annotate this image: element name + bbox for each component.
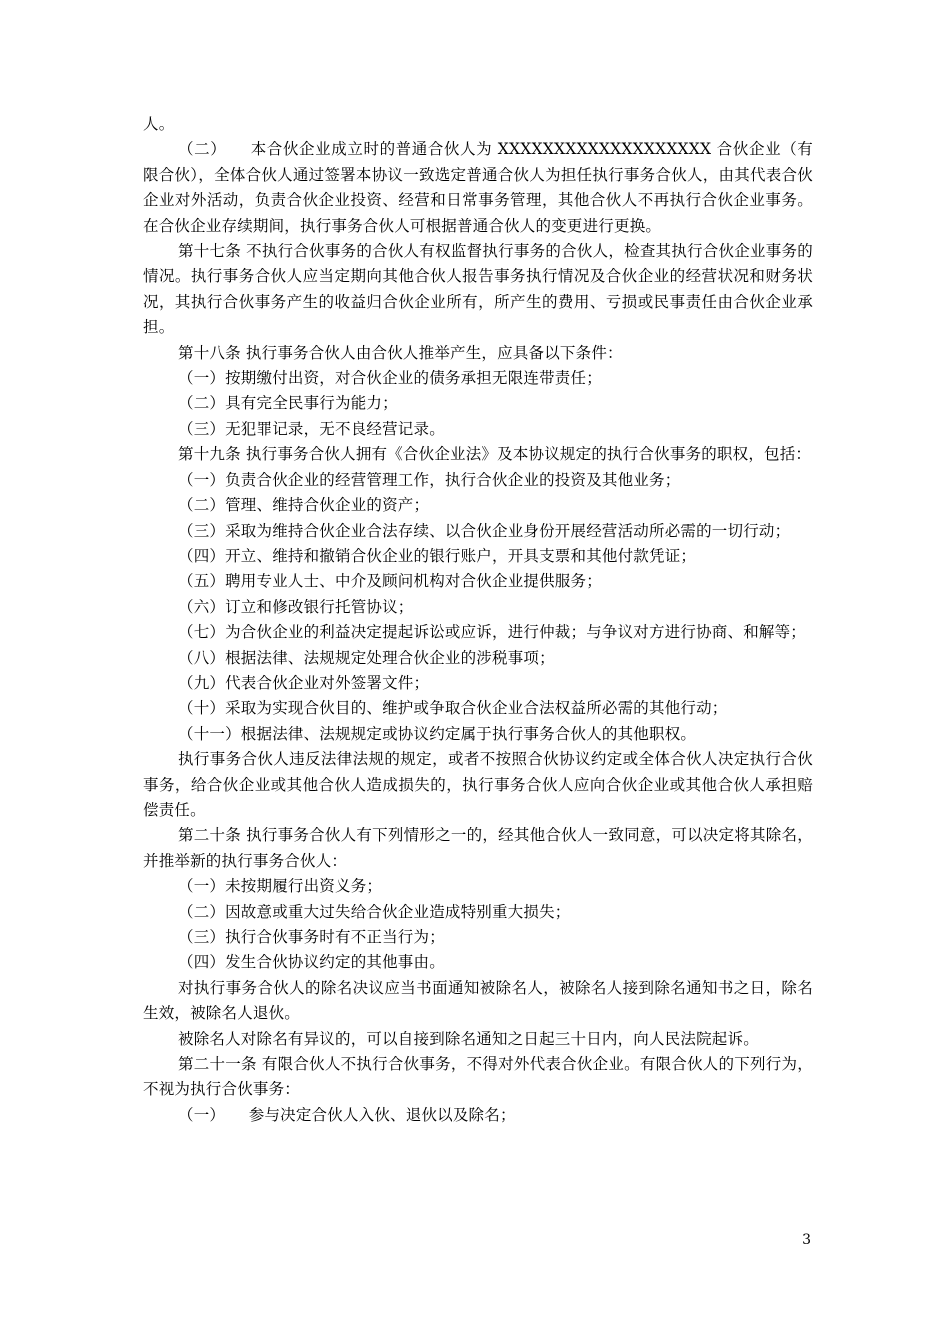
article-21-item-1: （一） 参与决定合伙人入伙、退伙以及除名； (178, 1105, 516, 1124)
article-19-item-1: （一）负责合伙企业的经营管理工作，执行合伙企业的投资及其他业务； (178, 470, 681, 489)
document-body (143, 112, 813, 1128)
paragraph-removal-notice: 对执行事务合伙人的除名决议应当书面通知被除名人，被除名人接到除名通知书之日，除名生效，被除名人退伙。 (143, 978, 813, 1023)
article-19-item-10: （十）采取为实现合伙目的、维护或争取合伙企业合法权益所必需的其他行动； (178, 699, 728, 718)
article-19-item-4: （四）开立、维持和撤销合伙企业的银行账户，开具支票和其他付款凭证； (178, 546, 697, 565)
article-18-item-2: （二）具有完全民事行为能力； (178, 394, 398, 413)
article-20-item-4: （四）发生合伙协议约定的其他事由。 (178, 953, 445, 972)
paragraph-liability: 执行事务合伙人违反法律法规的规定，或者不按照合伙协议约定或全体合伙人决定执行合伙事务，给合伙企业或其他合伙人造成损失的，执行事务合伙人应向合伙企业或其他合伙人承担赔偿责任。 (143, 750, 813, 819)
page-number: 3 (802, 1232, 811, 1248)
article-20-item-2: （二）因故意或重大过失给合伙企业造成特别重大损失； (178, 902, 571, 921)
article-19-item-11: （十一）根据法律、法规规定或协议约定属于执行事务合伙人的其他职权。 (178, 724, 697, 743)
article-18: 第十八条 执行事务合伙人由合伙人推举产生，应具备以下条件： (178, 343, 623, 362)
article-19-item-6: （六）订立和修改银行托管协议； (178, 597, 414, 616)
article-19-item-3: （三）采取为维持合伙企业合法存续、以合伙企业身份开展经营活动所必需的一切行动； (178, 521, 791, 540)
paragraph-continuation: 人。 (143, 115, 175, 133)
article-19-item-2: （二）管理、维持合伙企业的资产； (178, 496, 430, 515)
article-19-item-7: （七）为合伙企业的利益决定提起诉讼或应诉，进行仲裁；与争议对方进行协商、和解等； (178, 623, 807, 642)
article-17: 第十七条 不执行合伙事务的合伙人有权监督执行事务的合伙人，检查其执行合伙企业事务的情况。执行事务合伙人应当定期向其他合伙人报告事务执行情况及合伙企业的经营状况和财务状况，其执行合伙事务产生的收益归合伙企业所有，所产生的费用、亏损或民事责任由合伙企业承担。 (143, 242, 813, 337)
article-19-item-5: （五）聘用专业人士、中介及顾问机构对合伙企业提供服务； (178, 572, 602, 591)
article-20-item-1: （一）未按期履行出资义务； (178, 877, 383, 896)
article-21: 第二十一条 有限合伙人不执行合伙事务，不得对外代表合伙企业。有限合伙人的下列行为，不视为执行合伙事务： (143, 1055, 813, 1099)
article-20-item-3: （三）执行合伙事务时有不正当行为； (178, 928, 445, 946)
paragraph-removal-objection: 被除名人对除名有异议的，可以自接到除名通知之日起三十日内，向人民法院起诉。 (178, 1029, 759, 1048)
article-19-item-9: （九）代表合伙企业对外签署文件； (178, 673, 430, 692)
article-19: 第十九条 执行事务合伙人拥有《合伙企业法》及本协议规定的执行合伙事务的职权，包括： (178, 445, 812, 464)
article-18-item-1: （一）按期缴付出资，对合伙企业的债务承担无限连带责任； (178, 369, 602, 388)
article-19-item-8: （八）根据法律、法规规定处理合伙企业的涉税事项； (178, 648, 555, 667)
article-18-item-3: （三）无犯罪记录，无不良经营记录。 (178, 419, 445, 438)
paragraph-general-partner: （二） 本合伙企业成立时的普通合伙人为 XXXXXXXXXXXXXXXXXXX 合伙企业（有限合伙），全体合伙人通过签署本协议一致选定普通合伙人为担任执行事务合伙人，由其代表合伙企业对外活动，负责合伙企业投资、经营和日常事务管理，其他合伙人不再执行合伙企业事务。在合伙企业存续期间，执行事务合伙人可根据普通合伙人的变更进行更换。 (143, 140, 813, 235)
article-20: 第二十条 执行事务合伙人有下列情形之一的，经其他合伙人一致同意，可以决定将其除名，并推举新的执行事务合伙人： (143, 826, 813, 870)
